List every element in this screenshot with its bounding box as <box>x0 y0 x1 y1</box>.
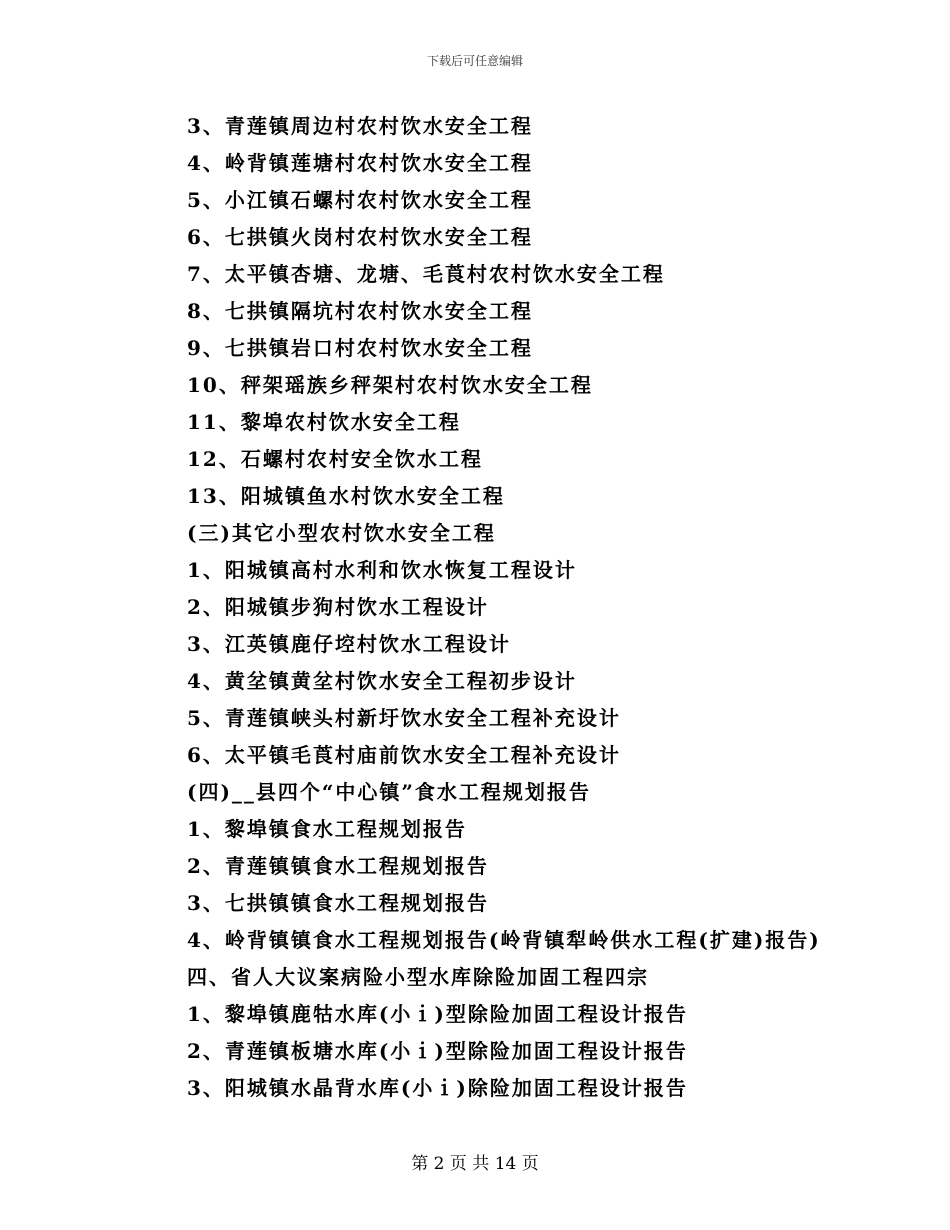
list-item: 4、岭背镇镇食水工程规划报告(岭背镇犁岭供水工程(扩建)报告) <box>187 928 821 952</box>
list-item: 1、阳城镇高村水利和饮水恢复工程设计 <box>187 558 577 582</box>
list-item: 12、石螺村农村安全饮水工程 <box>187 447 483 471</box>
list-item: 3、青莲镇周边村农村饮水安全工程 <box>187 114 533 138</box>
list-item: 6、七拱镇火岗村农村饮水安全工程 <box>187 225 533 249</box>
list-item: 13、阳城镇鱼水村饮水安全工程 <box>187 484 505 508</box>
list-item: 2、阳城镇步狗村饮水工程设计 <box>187 595 489 619</box>
list-item: 3、阳城镇水晶背水库(小ｉ)除险加固工程设计报告 <box>187 1076 688 1100</box>
list-item: 3、七拱镇镇食水工程规划报告 <box>187 891 489 915</box>
section-heading: (三)其它小型农村饮水安全工程 <box>187 521 496 545</box>
list-item: 11、黎埠农村饮水安全工程 <box>187 410 461 434</box>
list-item: 1、黎埠镇食水工程规划报告 <box>187 817 467 841</box>
list-item: 2、青莲镇板塘水库(小ｉ)型除险加固工程设计报告 <box>187 1039 688 1063</box>
list-item: 5、青莲镇峡头村新圩饮水安全工程补充设计 <box>187 706 621 730</box>
list-item: 5、小江镇石螺村农村饮水安全工程 <box>187 188 533 212</box>
list-item: 6、太平镇毛莨村庙前饮水安全工程补充设计 <box>187 743 621 767</box>
page-header: 下载后可任意编辑 <box>426 54 523 68</box>
section-heading: 四、省人大议案病险小型水库除险加固工程四宗 <box>187 965 649 989</box>
document-body <box>187 108 907 1107</box>
page-footer: 第 2 页 共 14 页 <box>411 1154 539 1174</box>
list-item: 9、七拱镇岩口村农村饮水安全工程 <box>187 336 533 360</box>
list-item: 8、七拱镇隔坑村农村饮水安全工程 <box>187 299 533 323</box>
list-item: 7、太平镇杏塘、龙塘、毛莨村农村饮水安全工程 <box>187 262 665 286</box>
list-item: 10、秤架瑶族乡秤架村农村饮水安全工程 <box>187 373 593 397</box>
list-item: 4、岭背镇莲塘村农村饮水安全工程 <box>187 151 533 175</box>
list-item: 3、江英镇鹿仔埪村饮水工程设计 <box>187 632 511 656</box>
section-heading: (四)__县四个“中心镇”食水工程规划报告 <box>187 780 591 804</box>
list-item: 2、青莲镇镇食水工程规划报告 <box>187 854 489 878</box>
list-item: 1、黎埠镇鹿牯水库(小ｉ)型除险加固工程设计报告 <box>187 1002 688 1026</box>
list-item: 4、黄坌镇黄坌村饮水安全工程初步设计 <box>187 669 577 693</box>
